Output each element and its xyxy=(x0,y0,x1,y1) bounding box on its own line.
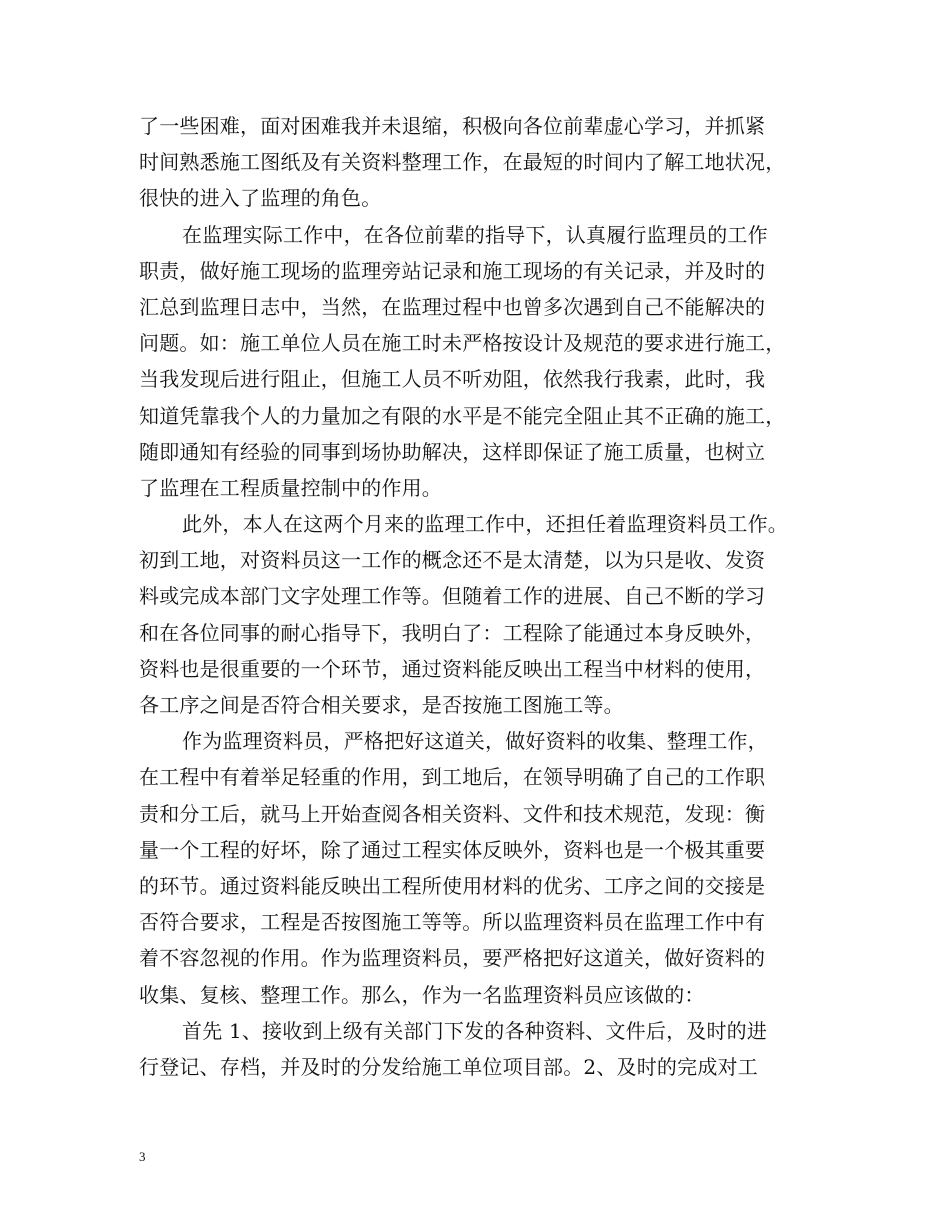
body-text xyxy=(139,108,829,1085)
text-line: 很快的进入了监理的角色。 xyxy=(139,186,382,211)
text-line: 当我发现后进行阻止，但施工人员不听劝阻，依然我行我素，此时，我 xyxy=(139,367,766,392)
paragraph-start-line: 在监理实际工作中，在各位前辈的指导下，认真履行监理员的工作 xyxy=(182,222,768,247)
paragraph-start-line: 作为监理资料员，严格把好这道关，做好资料的收集、整理工作， xyxy=(182,729,768,754)
text-line: 职责，做好施工现场的监理旁站记录和施工现场的有关记录，并及时的 xyxy=(139,258,766,283)
text-line: 知道凭靠我个人的力量加之有限的水平是不能完全阻止其不正确的施工， xyxy=(139,403,786,428)
text-line: 资料也是很重要的一个环节，通过资料能反映出工程当中材料的使用， xyxy=(139,656,766,681)
text-line: 问题。如：施工单位人员在施工时未严格按设计及规范的要求进行施工， xyxy=(139,331,786,356)
page-number: 3 xyxy=(139,1149,146,1164)
text-line: 的环节。通过资料能反映出工程所使用材料的优劣、工序之间的交接是 xyxy=(139,873,766,898)
text-line: 料或完成本部门文字处理工作等。但随着工作的进展、自己不断的学习 xyxy=(139,584,766,609)
text-line: 着不容忽视的作用。作为监理资料员，要严格把好这道关，做好资料的 xyxy=(139,946,766,971)
text-line: 了监理在工程质量控制中的作用。 xyxy=(139,475,442,500)
text-line: 否符合要求，工程是否按图施工等等。所以监理资料员在监理工作中有 xyxy=(139,910,766,935)
text-line: 时间熟悉施工图纸及有关资料整理工作，在最短的时间内了解工地状况， xyxy=(139,150,786,175)
text-line: 责和分工后，就马上开始查阅各相关资料、文件和技术规范，发现：衡 xyxy=(139,801,766,826)
text-line: 收集、复核、整理工作。那么，作为一名监理资料员应该做的： xyxy=(139,982,705,1007)
text-line: 各工序之间是否符合相关要求，是否按施工图施工等。 xyxy=(139,693,624,717)
text-line: 在工程中有着举足轻重的作用，到工地后，在领导明确了自己的工作职 xyxy=(139,765,766,790)
text-line: 行登记、存档，并及时的分发给施工单位项目部。2、及时的完成对工 xyxy=(139,1054,758,1079)
text-line: 量一个工程的好坏，除了通过工程实体反映外，资料也是一个极其重要 xyxy=(139,837,766,862)
paragraph-start-line: 此外，本人在这两个月来的监理工作中，还担任着监理资料员工作。 xyxy=(182,512,788,537)
text-line: 和在各位同事的耐心指导下，我明白了：工程除了能通过本身反映外， xyxy=(139,620,766,645)
text-line: 初到工地，对资料员这一工作的概念还不是太清楚，以为只是收、发资 xyxy=(139,548,766,573)
paragraph-start-line: 首先 1、接收到上级有关部门下发的各种资料、文件后，及时的进 xyxy=(182,1018,768,1043)
text-line: 了一些困难，面对困难我并未退缩，积极向各位前辈虚心学习，并抓紧 xyxy=(139,114,766,138)
text-line: 随即通知有经验的同事到场协助解决，这样即保证了施工质量，也树立 xyxy=(139,439,766,464)
text-line: 汇总到监理日志中，当然，在监理过程中也曾多次遇到自己不能解决的 xyxy=(139,294,766,319)
